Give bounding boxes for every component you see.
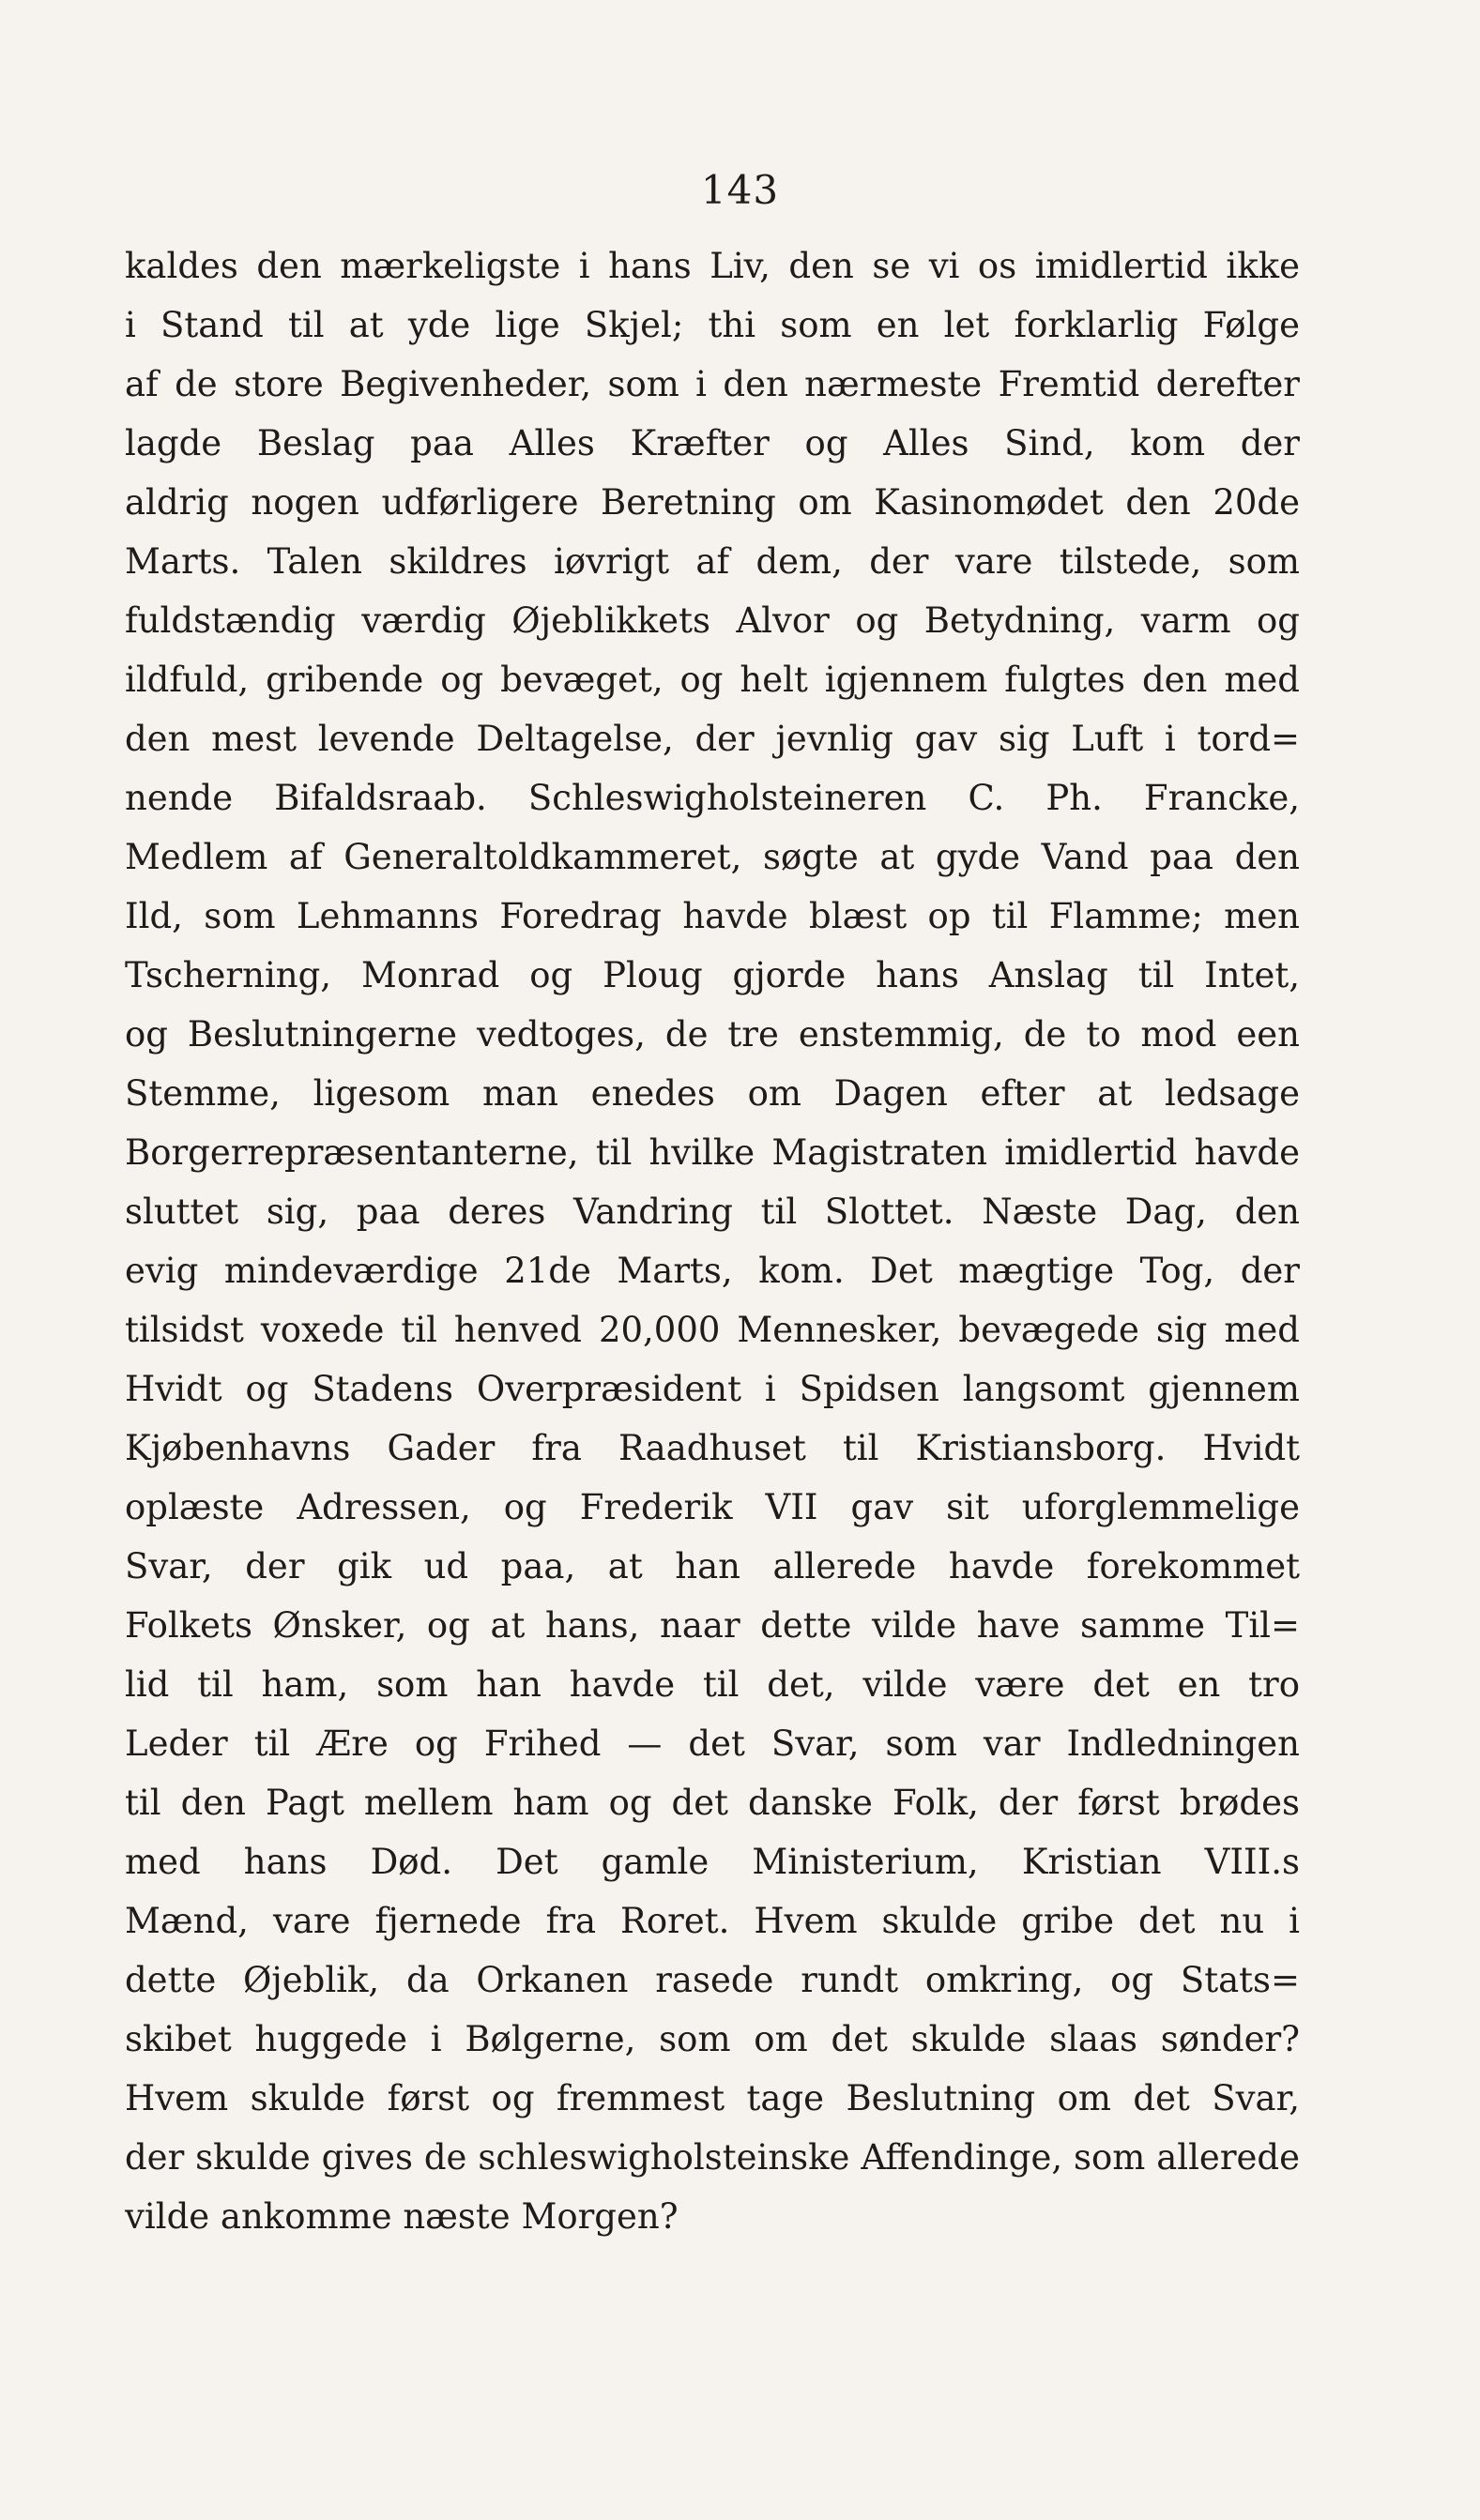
text-line: ildfuld, gribende og bevæget, og helt igjennem fulgtes den med (125, 660, 1300, 700)
text-line: i Stand til at yde lige Skjel; thi som en let forklarlig Følge (125, 305, 1300, 345)
text-line: Tscherning, Monrad og Ploug gjorde hans Anslag til Intet, (125, 955, 1300, 995)
text-line: Ild, som Lehmanns Foredrag havde blæst op til Flamme; men (125, 896, 1300, 936)
text-line: og Beslutningerne vedtoges, de tre enstemmig, de to mod een (125, 1014, 1300, 1055)
text-line: Hvidt og Stadens Overpræsident i Spidsen langsomt gjennem (125, 1369, 1300, 1409)
text-line: lagde Beslag paa Alles Kræfter og Alles Sind, kom der (125, 423, 1300, 463)
text-line: af de store Begivenheder, som i den nærmeste Fremtid derefter (125, 364, 1300, 404)
text-line: med hans Død. Det gamle Ministerium, Kristian VIII.s (125, 1842, 1300, 1882)
text-line: Leder til Ære og Frihed — det Svar, som var Indledningen (125, 1723, 1300, 1764)
text-line: sluttet sig, paa deres Vandring til Slottet. Næste Dag, den (125, 1192, 1300, 1232)
text-line: Borgerrepræsentanterne, til hvilke Magistraten imidlertid havde (125, 1132, 1300, 1173)
text-line: tilsidst voxede til henved 20,000 Mennesker, bevægede sig med (125, 1310, 1300, 1350)
text-line: Hvem skulde først og fremmest tage Beslutning om det Svar, (125, 2078, 1300, 2118)
text-line: Kjøbenhavns Gader fra Raadhuset til Kristiansborg. Hvidt (125, 1428, 1300, 1468)
text-line: Stemme, ligesom man enedes om Dagen efter at ledsage (125, 1073, 1300, 1114)
text-line: Mænd, vare fjernede fra Roret. Hvem skulde gribe det nu i (125, 1901, 1300, 1941)
text-line: skibet huggede i Bølgerne, som om det skulde slaas sønder? (125, 2019, 1300, 2059)
text-line: aldrig nogen udførligere Beretning om Kasinomødet den 20de (125, 482, 1300, 523)
text-line: der skulde gives de schleswigholsteinske Affendinge, som allerede (125, 2137, 1300, 2178)
text-line: Svar, der gik ud paa, at han allerede havde forekommet (125, 1546, 1300, 1586)
text-line: Marts. Talen skildres iøvrigt af dem, der vare tilstede, som (125, 541, 1300, 582)
text-line: Folkets Ønsker, og at hans, naar dette vilde have samme Til= (125, 1605, 1300, 1646)
body-text (125, 236, 1300, 2246)
text-line: dette Øjeblik, da Orkanen rasede rundt omkring, og Stats= (125, 1960, 1300, 2000)
text-line: oplæste Adressen, og Frederik VII gav sit uforglemmelige (125, 1487, 1300, 1527)
text-line: til den Pagt mellem ham og det danske Folk, der først brødes (125, 1783, 1300, 1823)
text-line: lid til ham, som han havde til det, vilde være det en tro (125, 1664, 1300, 1705)
text-line: vilde ankomme næste Morgen? (125, 2196, 679, 2237)
text-line: nende Bifaldsraab. Schleswigholsteineren C. Ph. Francke, (125, 778, 1300, 818)
text-line: Medlem af Generaltoldkammeret, søgte at gyde Vand paa den (125, 837, 1300, 877)
text-line: kaldes den mærkeligste i hans Liv, den se vi os imidlertid ikke (125, 246, 1300, 286)
page-number: 143 (700, 167, 780, 213)
text-line: evig mindeværdige 21de Marts, kom. Det mægtige Tog, der (125, 1251, 1300, 1291)
text-line: fuldstændig værdig Øjeblikkets Alvor og Betydning, varm og (125, 600, 1300, 641)
text-line: den mest levende Deltagelse, der jevnlig gav sig Luft i tord= (125, 719, 1300, 759)
